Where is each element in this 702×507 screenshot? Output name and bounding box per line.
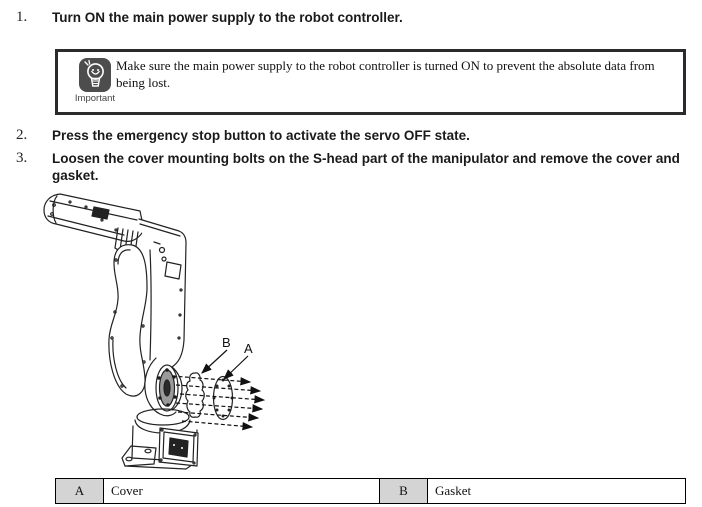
- step-3-number: 3.: [16, 150, 28, 166]
- robot-manipulator-illustration: [36, 190, 308, 475]
- figure-label-a: A: [244, 341, 253, 356]
- step-1-number: 1.: [16, 9, 28, 25]
- step-3-text: Loosen the cover mounting bolts on the S-head part of the manipulator and remove the cover and gasket.: [52, 151, 680, 183]
- part-value-cover: Cover: [104, 479, 380, 504]
- step-2-text: Press the emergency stop button to activate the servo OFF state.: [52, 128, 470, 143]
- robot-arm-drawing: [44, 194, 233, 469]
- step-2-number: 2.: [16, 127, 28, 143]
- part-value-gasket: Gasket: [428, 479, 686, 504]
- parts-legend-table: [55, 478, 686, 504]
- important-label: Important: [74, 93, 116, 104]
- parts-legend-row: [56, 479, 686, 504]
- step-1-text: Turn ON the main power supply to the robot controller.: [52, 10, 403, 25]
- lightbulb-icon: [78, 57, 112, 93]
- step-3: [16, 150, 687, 184]
- part-key-b: B: [380, 479, 428, 504]
- important-text: Make sure the main power supply to the robot controller is turned ON to prevent the absolute data from being lost.: [116, 58, 655, 90]
- part-key-a: A: [56, 479, 104, 504]
- step-2: [16, 127, 687, 144]
- figure-label-b: B: [222, 335, 231, 350]
- callout-leaders: [202, 350, 248, 379]
- important-icon-block: [68, 57, 122, 104]
- step-1: [16, 9, 687, 26]
- important-note-box: [55, 49, 686, 115]
